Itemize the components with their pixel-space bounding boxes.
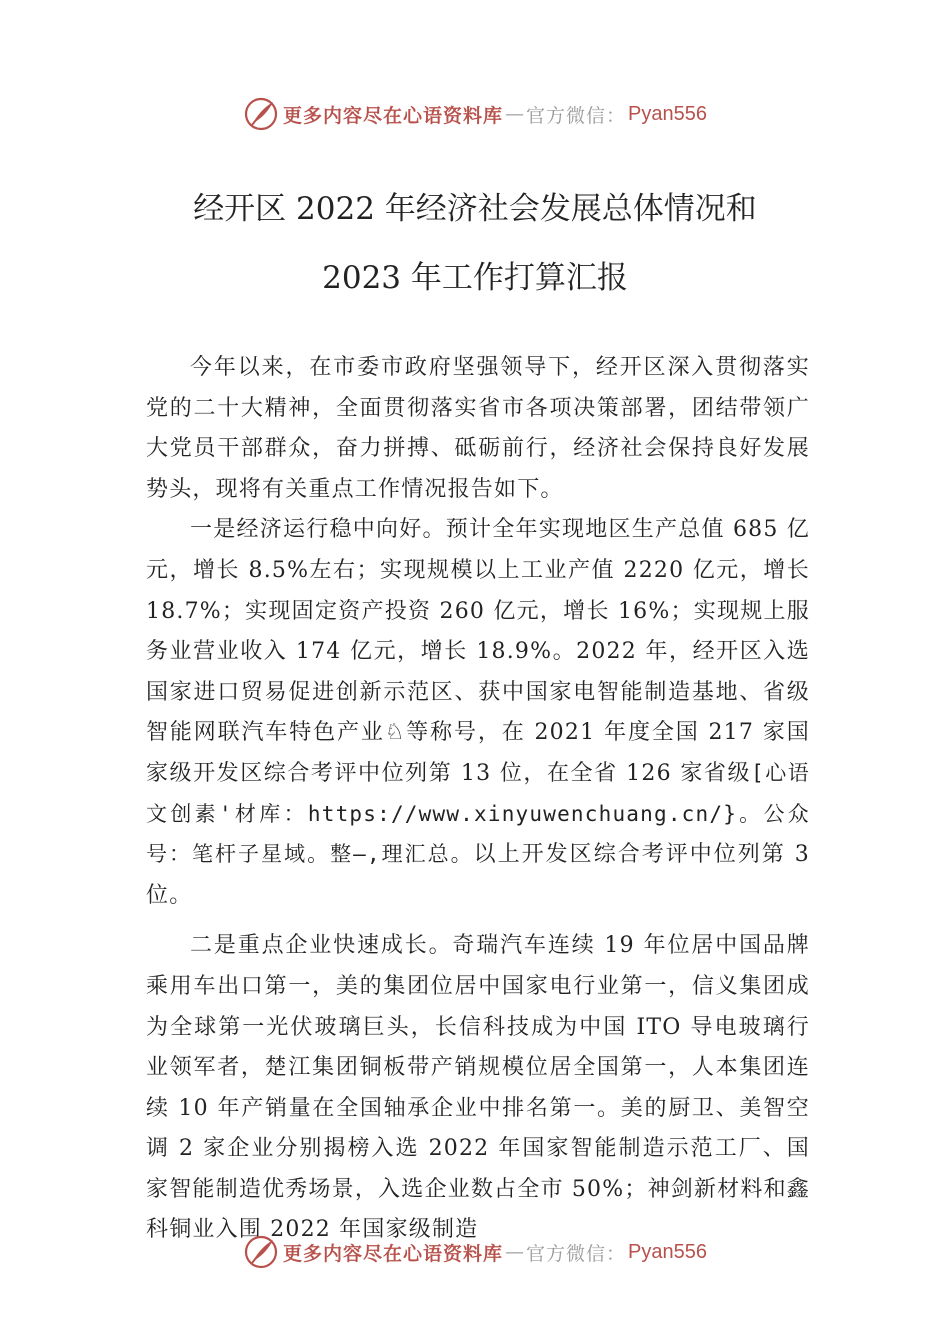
paragraph-intro: 今年以来，在市委市政府坚强领导下，经开区深入贯彻落实党的二十大精神，全面贯彻落实省市各项决策部署，团结带领广大党员干部群众，奋力拼搏、砥砺前行，经济社会保持良好发展势头，现将有关重点工作情况报告如下。	[146, 355, 810, 502]
quill-logo-icon	[243, 1234, 279, 1270]
header-wechat-id: Pyan556	[628, 102, 707, 125]
paragraph-economy-tail: 以上开发区综合考评中位列第 3 位。	[146, 842, 810, 908]
footer-separator: —	[505, 1241, 525, 1263]
paragraph-gap	[146, 916, 810, 926]
header-brand-text: 更多内容尽在心语资料库	[283, 104, 504, 127]
document-body	[146, 348, 810, 1251]
footer-wechat-label: 官方微信：	[526, 1242, 627, 1265]
paragraph-economy	[146, 510, 810, 916]
watermark-inline-text: [心语文创素'材库：https://www.xinyuwenchuang.cn/}。公众号：笔杆子星域。整—,理汇总。	[146, 760, 810, 867]
document-title-line-2: 2023 年工作打算汇报	[322, 260, 628, 296]
paragraph-enterprises: 二是重点企业快速成长。奇瑞汽车连续 19 年位居中国品牌乘用车出口第一，美的集团位居中国家电行业第一，信义集团成为全球第一光伏玻璃巨头，长信科技成为中国 ITO 导电玻璃行业领军者，楚江集团铜板带产销规模位居全国第一，人本集团连续 10 年产销量在全国轴承企业中排名第一。美的厨卫、美智空调 2 家企业分别揭榜入选 2022 年国家智能制造示范工厂、国家智能制造优秀场景，入选企业数占全市 50%；神剑新材料和鑫科铜业入围 2022 年国家级制造	[146, 933, 810, 1243]
footer-brand-text: 更多内容尽在心语资料库	[283, 1242, 504, 1265]
footer-banner	[0, 1232, 950, 1272]
document-title-line-1: 经开区 2022 年经济社会发展总体情况和	[193, 191, 757, 227]
paragraph-economy-text: 一是经济运行稳中向好。预计全年实现地区生产总值 685 亿元，增长 8.5%左右；实现规模以上工业产值 2220 亿元，增长 18.7%；实现固定资产投资 260 亿元，增长 16%；实现规上服务业营业收入 174 亿元，增长 18.9%。2022 年，经开区入选国家进口贸易促进创新示范区、获中国家电智能制造基地、省级智能网联汽车特色产业♘等称号，在 2021 年度全国 217 家国家级开发区综合考评中位列第 13 位，在全省 126 家省级	[146, 517, 810, 786]
header-separator: —	[505, 103, 525, 125]
quill-logo-icon	[243, 96, 279, 132]
header-banner	[0, 94, 950, 134]
header-wechat-label: 官方微信：	[526, 104, 627, 127]
footer-wechat-id: Pyan556	[628, 1240, 707, 1263]
